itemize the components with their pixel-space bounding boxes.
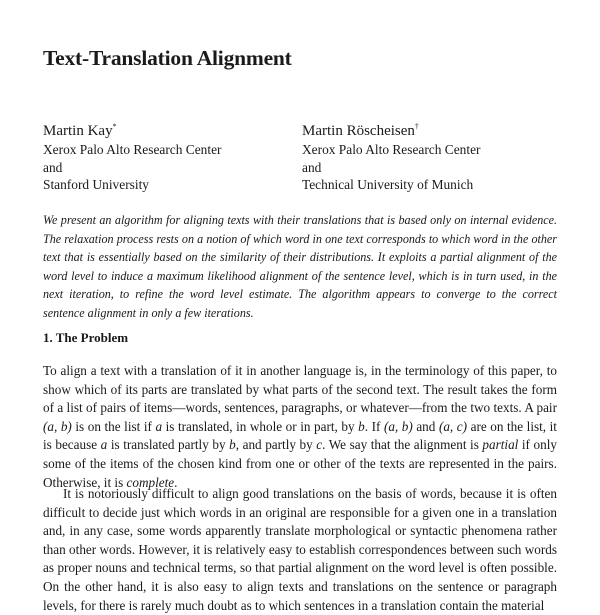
author-name-text: Martin Röscheisen: [302, 123, 415, 139]
author-affiliation-line: and: [43, 159, 63, 175]
math-pair: (a, c): [438, 418, 468, 434]
math-variable: a: [100, 437, 108, 453]
math-pair: (a, b): [383, 418, 413, 434]
text-run: if only some of the items of the chosen kind from one or other of the texts are represented in the pairs. Otherwise, it is: [43, 437, 557, 490]
body-paragraph: It is notoriously difficult to align good translations on the basis of words, because it is often difficult to decide just which words in an original are responsible for a given one in a translation and, in any case, some words apparently translate morphological or syntactic phenomena rather than other words. However, it is relatively easy to establish correspondences between such words as proper nouns and technical terms, so that partial alignment on the word level is often possible. On the other hand, it is also easy to align texts and translations on the sentence or paragraph levels, for there is rarely much doubt as to which sentences in a translation contain the material: [43, 486, 557, 613]
author-block-kay: [43, 117, 222, 194]
author-name: [43, 117, 222, 141]
author-name: [302, 117, 481, 141]
text-run: is translated, in whole or in part, by: [162, 418, 359, 434]
text-run: . If: [364, 418, 384, 434]
emphasized-term: partial: [482, 437, 519, 453]
math-variable: c: [316, 437, 323, 453]
author-block-roscheisen: [302, 117, 481, 194]
text-run: , and partly by: [235, 437, 317, 453]
author-affiliation-line: Xerox Palo Alto Research Center: [43, 142, 222, 157]
text-run: are on the list, it is because: [43, 418, 557, 453]
author-name-text: Martin Kay: [43, 123, 113, 139]
text-run: is translated partly by: [107, 437, 230, 453]
math-variable: b: [358, 418, 365, 434]
text-run: .: [174, 474, 178, 490]
paper-title: Text-Translation Alignment: [43, 46, 292, 70]
author-affiliation-line: Technical University of Munich: [302, 177, 474, 192]
text-run: is on the list if: [71, 418, 156, 434]
text-run: . We say that the alignment is: [322, 437, 483, 453]
author-footnote-mark: *: [112, 122, 117, 131]
section-heading: 1. The Problem: [43, 330, 129, 345]
math-variable: a: [155, 418, 163, 434]
author-affiliation-line: Stanford University: [43, 177, 149, 192]
math-pair: (a, b): [43, 418, 72, 434]
abstract: We present an algorithm for aligning texts with their translations that is based only on internal evidence. The relaxation process rests on a notion of which word in one text corresponds to which word in the other text that is essentially based on the similarity of their distributions. It exploits a partial alignment of the word level to induce a maximum likelihood alignment of the sentence level, which is in turn used, in the next iteration, to refine the word level estimate. The algorithm appears to converge to the correct sentence alignment in only a few iterations.: [43, 213, 557, 320]
math-variable: b: [229, 437, 236, 453]
emphasized-term: complete: [126, 474, 175, 490]
author-footnote-mark: †: [414, 122, 419, 131]
body-paragraph: [43, 362, 557, 492]
author-affiliation-line: and: [302, 159, 322, 175]
text-run: To align a text with a translation of it in another language is, in the terminology of this paper, to show which of its parts are translated by what parts of the second text. The result takes the form of a list of pairs of items—words, sentences, paragraphs, or whatever—from the two texts. A pair: [43, 363, 557, 416]
author-affiliation-line: Xerox Palo Alto Research Center: [302, 142, 481, 157]
text-run: and: [412, 418, 439, 434]
